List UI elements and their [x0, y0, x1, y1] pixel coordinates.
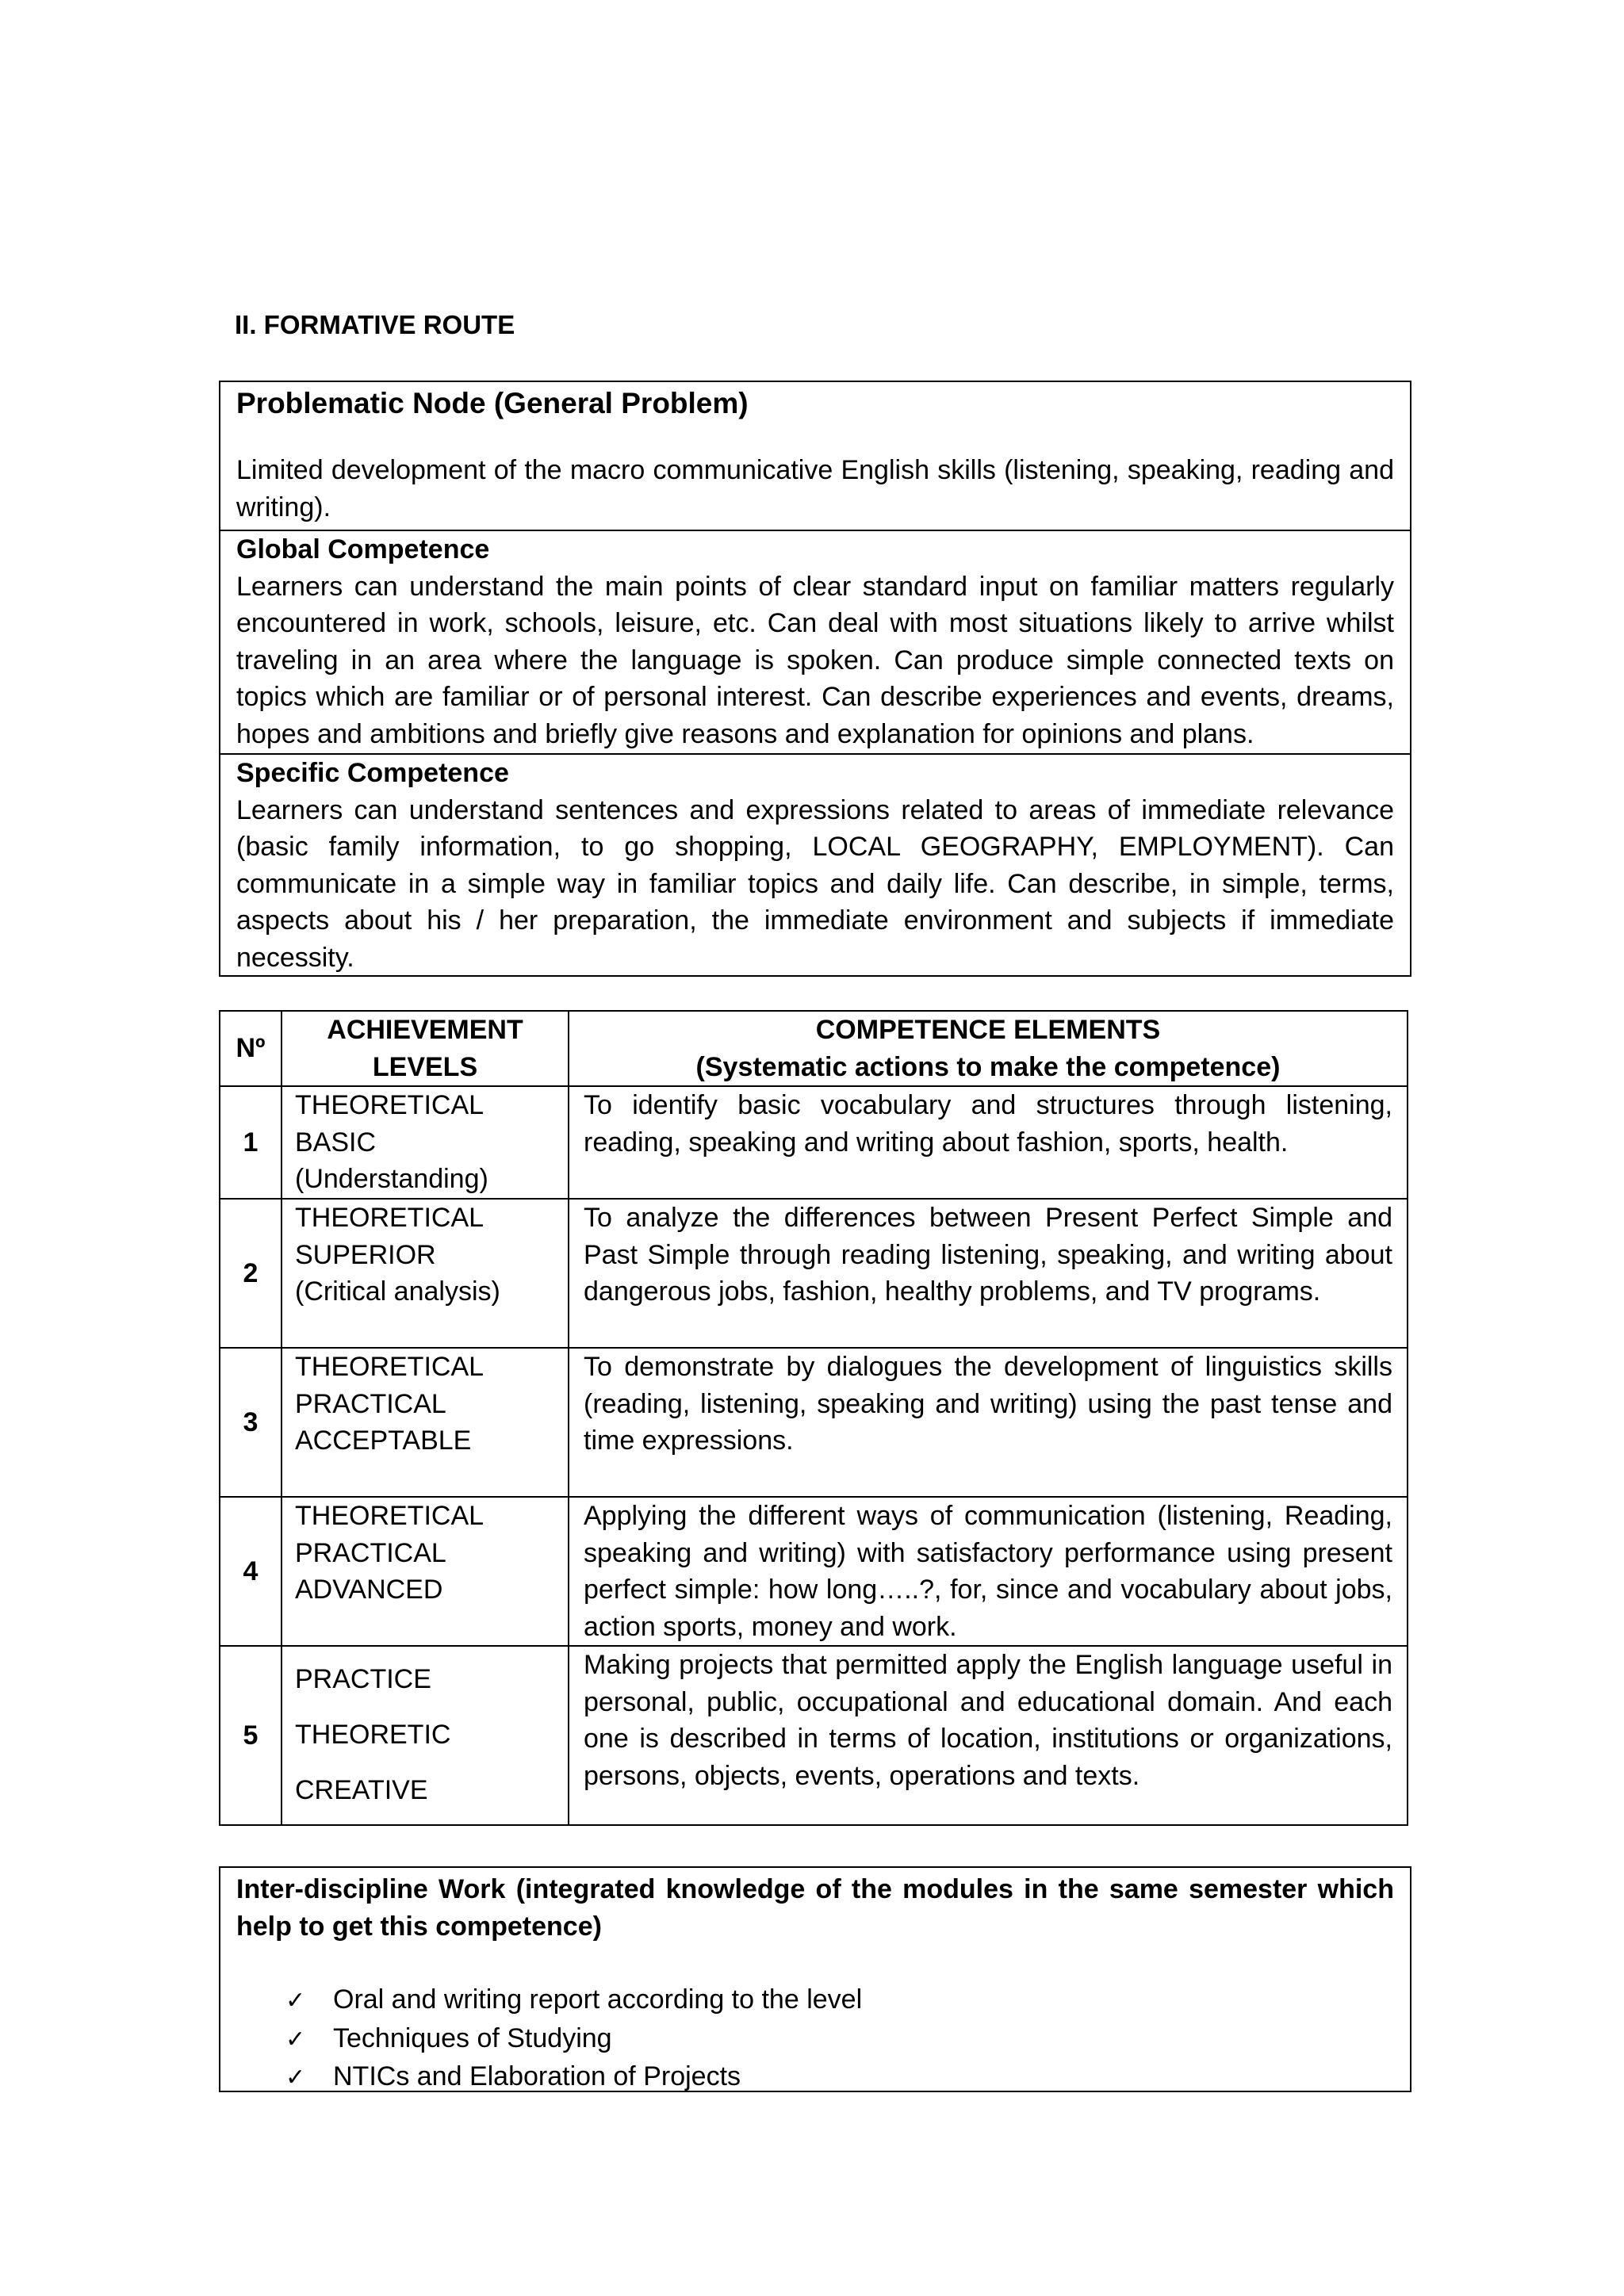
global-competence-section	[220, 530, 1410, 753]
specific-competence-section	[220, 753, 1410, 975]
elements-header-line1: COMPETENCE ELEMENTS	[815, 1015, 1161, 1045]
list-item-text: Techniques of Studying	[333, 2022, 612, 2053]
level-line: THEORETICAL	[295, 1203, 485, 1233]
specific-competence-text: Learners can understand sentences and expressions related to areas of immediate relevance (basic family information, to go shopping, LOCAL GEOGRAPHY, EMPLOYMENT). Can communicate in a simple way in familiar topics and daily life. Can describe, in simple, terms, aspects about his / her preparation, the immediate environment and subjects if immediate necessity.	[236, 794, 1394, 973]
level-line: (Understanding)	[295, 1164, 488, 1194]
row-number: 5	[220, 1646, 282, 1825]
list-item-text: NTICs and Elaboration of Projects	[333, 2061, 741, 2091]
global-competence-text: Learners can understand the main points of clear standard input on familiar matters regularly encountered in work, schools, leisure, etc. Can deal with most situations likely to arrive whilst traveling in an area where the language is spoken. Can produce simple connected texts on topics which are familiar or of personal interest. Can describe experiences and events, dreams, hopes and ambitions and briefly give reasons and explanation for opinions and plans.	[236, 571, 1394, 749]
level-line: THEORETIC	[295, 1720, 451, 1750]
row-levels	[282, 1086, 569, 1199]
problematic-node-section	[220, 382, 1410, 530]
row-levels	[282, 1497, 569, 1646]
level-line: PRACTICAL	[295, 1537, 446, 1568]
global-competence-title: Global Competence	[236, 534, 490, 564]
level-line: ACCEPTABLE	[295, 1425, 472, 1456]
specific-competence-title: Specific Competence	[236, 758, 509, 788]
level-line: THEORETICAL	[295, 1501, 485, 1531]
row-element: Making projects that permitted apply the English language useful in personal, public, occupational and educational domain. And each one is described in terms of location, institutions or organizations, persons, objects, events, operations and texts.	[569, 1646, 1408, 1825]
achievement-table	[219, 1010, 1408, 1826]
row-element: To demonstrate by dialogues the development of linguistics skills (reading, listening, speaking and writing) using the past tense and time expressions.	[569, 1348, 1408, 1497]
check-icon: ✓	[285, 2025, 306, 2053]
inter-discipline-box	[219, 1866, 1411, 2092]
table-header-row	[220, 1011, 1408, 1086]
row-number: 2	[220, 1199, 282, 1348]
row-element: To identify basic vocabulary and structures through listening, reading, speaking and writing about fashion, sports, health.	[569, 1086, 1408, 1199]
check-icon: ✓	[285, 1987, 306, 2015]
level-line: ADVANCED	[295, 1575, 443, 1605]
table-row	[220, 1497, 1408, 1646]
list-item	[285, 1981, 1394, 2020]
row-element: Applying the different ways of communication (listening, Reading, speaking and writing) with satisfactory performance using present perfect simple: how long…..?, for, since and vocabulary about jobs, action sports, money and work.	[569, 1497, 1408, 1646]
check-icon: ✓	[285, 2064, 306, 2091]
level-line: PRACTICAL	[295, 1388, 446, 1419]
row-number: 4	[220, 1497, 282, 1646]
table-row	[220, 1646, 1408, 1825]
list-item-text: Oral and writing report according to the level	[333, 1984, 863, 2015]
level-line: THEORETICAL	[295, 1090, 485, 1120]
row-number: 1	[220, 1086, 282, 1199]
table-row	[220, 1348, 1408, 1497]
level-line: CREATIVE	[295, 1775, 428, 1805]
row-number: 3	[220, 1348, 282, 1497]
level-line: SUPERIOR	[295, 1239, 436, 1270]
elements-header	[569, 1011, 1408, 1086]
list-item	[285, 2020, 1394, 2059]
inter-discipline-section	[220, 1868, 1410, 2097]
competence-box	[219, 381, 1411, 977]
list-item	[285, 2058, 1394, 2097]
level-line: THEORETICAL	[295, 1352, 485, 1382]
level-line: BASIC	[295, 1127, 377, 1158]
levels-header-line1: ACHIEVEMENT	[327, 1015, 523, 1045]
levels-header	[282, 1011, 569, 1086]
row-element: To analyze the differences between Present Perfect Simple and Past Simple through reading listening, speaking, and writing about dangerous jobs, fashion, healthy problems, and TV programs.	[569, 1199, 1408, 1348]
row-levels	[282, 1199, 569, 1348]
table-row	[220, 1086, 1408, 1199]
number-header: Nº	[220, 1011, 282, 1086]
table-row	[220, 1199, 1408, 1348]
problematic-node-text: Limited development of the macro communicative English skills (listening, speaking, reading and writing).	[236, 455, 1394, 522]
elements-header-line2: (Systematic actions to make the competence)	[695, 1051, 1281, 1082]
row-levels	[282, 1646, 569, 1825]
level-line: (Critical analysis)	[295, 1276, 500, 1307]
section-heading: II. FORMATIVE ROUTE	[235, 310, 515, 339]
inter-discipline-title: Inter-discipline Work (integrated knowledge of the modules in the same semester which help to get this competence)	[236, 1874, 1394, 1942]
level-line: PRACTICE	[295, 1664, 431, 1694]
problematic-node-title: Problematic Node (General Problem)	[236, 387, 749, 419]
levels-header-line2: LEVELS	[372, 1051, 478, 1082]
row-levels	[282, 1348, 569, 1497]
inter-discipline-list	[236, 1981, 1394, 2097]
